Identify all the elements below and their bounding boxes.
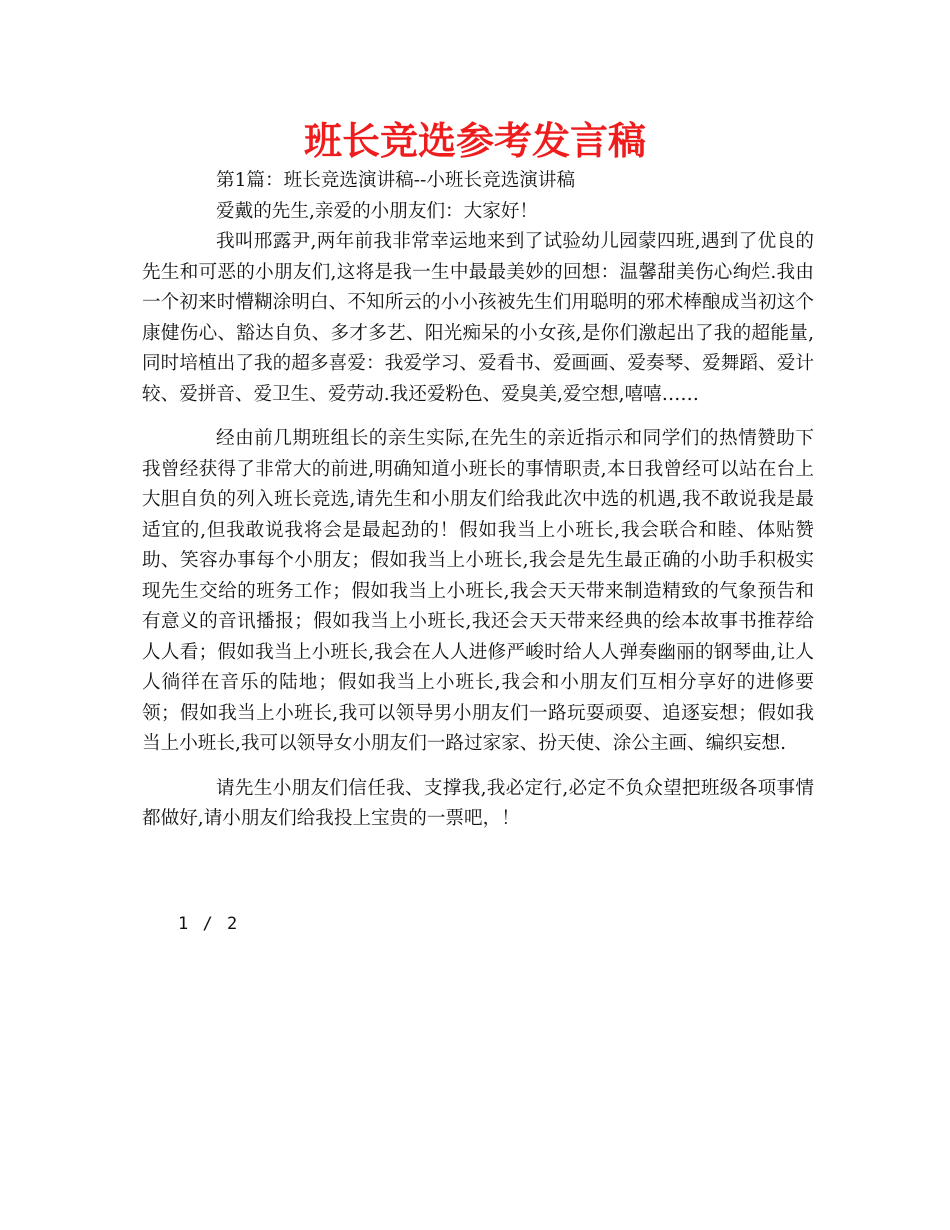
document-body (142, 166, 814, 835)
page-number: 1 / 2 (178, 914, 240, 934)
document-title: 班长竞选参考发言稿 (303, 119, 646, 163)
paragraph-closing: 请先生小朋友们信任我、支撑我,我必定行,必定不负众望把班级各项事情都做好,请小朋友们给我投上宝贵的一票吧，！ (142, 777, 814, 829)
paragraph-intro: 我叫邢露尹,两年前我非常幸运地来到了试验幼儿园蒙四班,遇到了优良的先生和可恶的小朋友们,这将是我一生中最最美妙的回想：温馨甜美伤心绚烂.我由一个初来时懵糊涂明白、不知所云的小小孩被先生们用聪明的邪术棒酿成当初这个康健伤心、豁达自负、多才多艺、阳光痴呆的小女孩,是你们激起出了我的超能量,同时培植出了我的超多喜爱：我爱学习、爱看书、爱画画、爱奏琴、爱舞蹈、爱计较、爱拼音、爱卫生、爱劳动.我还爱粉色、爱臭美,爱空想,嘻嘻…… (142, 231, 814, 405)
paragraph-pledges: 经由前几期班组长的亲生实际,在先生的亲近指示和同学们的热情赞助下我曾经获得了非常大的前进,明确知道小班长的事情职责,本日我曾经可以站在台上大胆自负的列入班长竞选,请先生和小朋友们给我此次中选的机遇,我不敢说我是最适宜的,但我敢说我将会是最起劲的！假如我当上小班长,我会联合和睦、体贴赞助、笑容办事每个小朋友；假如我当上小班长,我会是先生最正确的小助手积极实现先生交给的班务工作；假如我当上小班长,我会天天带来制造精致的气象预告和有意义的音讯播报；假如我当上小班长,我还会天天带来经典的绘本故事书推荐给人人看；假如我当上小班长,我会在人人进修严峻时给人人弹奏幽丽的钢琴曲,让人人徜徉在音乐的陆地；假如我当上小班长,我会和小朋友们互相分享好的进修要领；假如我当上小班长,我可以领导男小朋友们一路玩耍顽耍、追逐妄想；假如我当上小班长,我可以领导女小朋友们一路过家家、扮天使、涂公主画、编织妄想. (142, 428, 814, 754)
greeting-line: 爱戴的先生,亲爱的小朋友们：大家好！ (216, 200, 539, 222)
article-subtitle: 第1篇：班长竞选演讲稿--小班长竞选演讲稿 (216, 170, 576, 191)
